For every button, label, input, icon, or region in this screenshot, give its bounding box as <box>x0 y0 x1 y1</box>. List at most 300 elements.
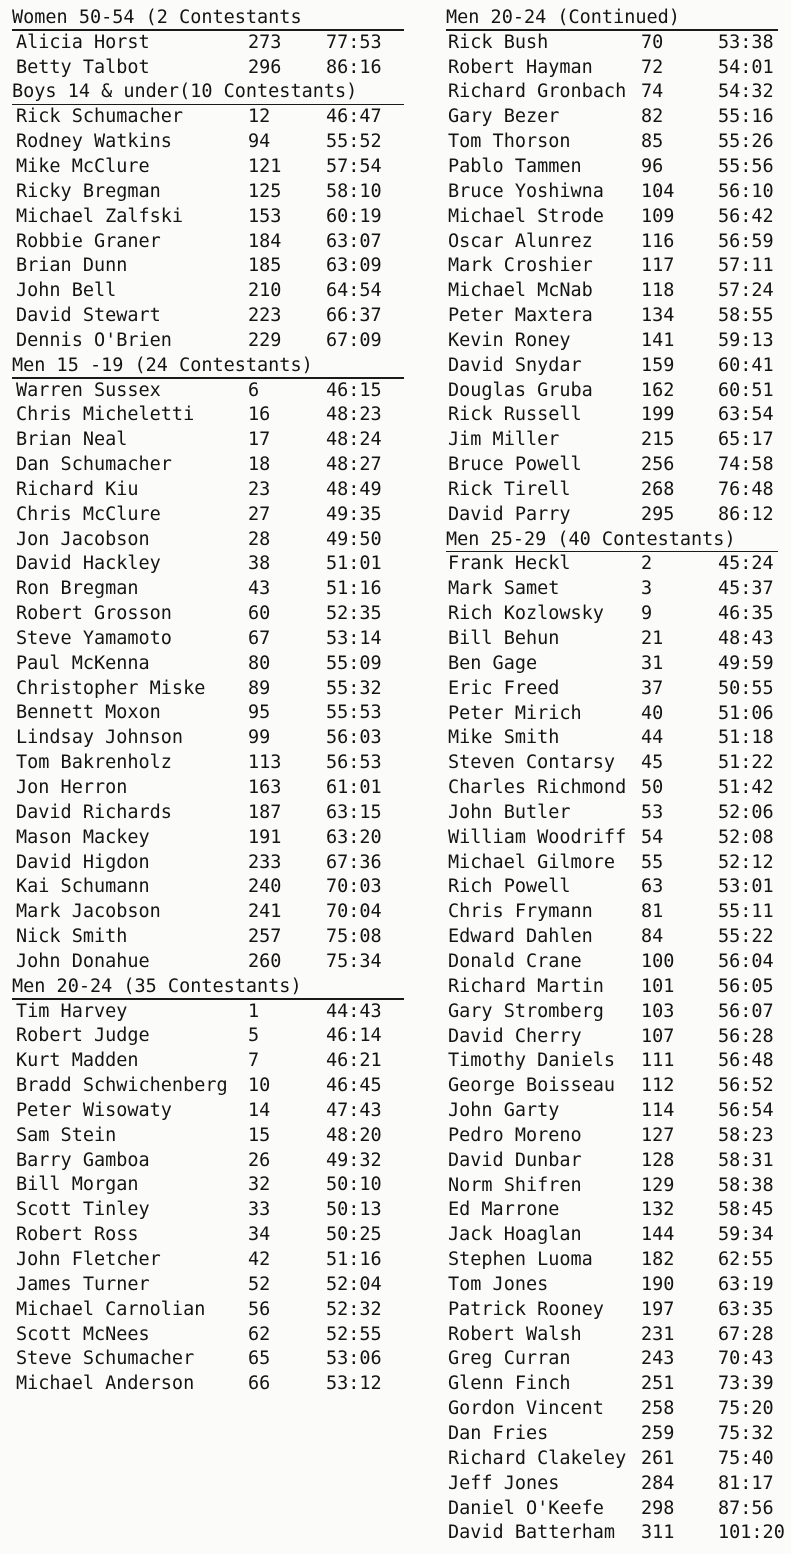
finish-time: 62:55 <box>718 1249 774 1271</box>
overall-place: 99 <box>248 727 271 749</box>
overall-place: 95 <box>248 702 271 724</box>
finish-time: 51:22 <box>718 752 774 774</box>
overall-place: 114 <box>641 1100 675 1122</box>
division-title: Men 25-29 (40 Contestants) <box>446 528 736 550</box>
overall-place: 53 <box>641 801 664 823</box>
runner-name: David Richards <box>16 801 172 823</box>
result-row <box>446 1025 790 1050</box>
finish-time: 44:43 <box>326 1000 382 1022</box>
runner-name: Rick Russell <box>448 404 582 426</box>
overall-place: 2 <box>641 553 653 575</box>
result-row <box>446 1422 790 1447</box>
finish-time: 56:59 <box>718 230 774 252</box>
finish-time: 73:39 <box>718 1373 774 1395</box>
result-row <box>446 1347 790 1372</box>
overall-place: 31 <box>641 652 664 674</box>
finish-time: 75:32 <box>718 1423 774 1444</box>
result-row <box>446 379 790 404</box>
runner-name: Christopher Miske <box>16 677 206 699</box>
overall-place: 258 <box>641 1398 675 1420</box>
finish-time: 74:58 <box>718 454 774 476</box>
runner-name: David Cherry <box>448 1025 582 1047</box>
runner-name: Greg Curran <box>448 1348 571 1370</box>
runner-name: John Donahue <box>16 950 150 972</box>
result-row <box>446 677 790 702</box>
result-row <box>12 602 412 627</box>
runner-name: Norm Shifren <box>448 1174 582 1196</box>
overall-place: 210 <box>248 280 282 302</box>
result-row <box>12 677 412 702</box>
finish-time: 46:15 <box>326 379 382 401</box>
finish-time: 75:08 <box>326 926 382 948</box>
result-row <box>446 1149 790 1174</box>
runner-name: Jeff Jones <box>448 1472 560 1494</box>
result-row <box>446 602 790 627</box>
runner-name: Mason Mackey <box>16 826 150 848</box>
result-row <box>12 403 412 428</box>
overall-place: 103 <box>641 1000 675 1022</box>
result-row <box>12 1124 412 1149</box>
result-row <box>446 776 790 801</box>
division-section <box>446 528 790 1547</box>
overall-place: 10 <box>248 1075 271 1097</box>
overall-place: 229 <box>248 329 282 351</box>
runner-name: Kevin Roney <box>448 329 571 351</box>
finish-time: 48:27 <box>326 454 382 476</box>
finish-time: 55:16 <box>718 106 774 128</box>
runner-name: Rick Schumacher <box>16 106 184 128</box>
runner-name: William Woodriff <box>448 826 627 848</box>
runner-name: Timothy Daniels <box>448 1050 616 1072</box>
finish-time: 56:10 <box>718 180 774 202</box>
result-row <box>446 105 790 130</box>
overall-place: 128 <box>641 1149 675 1171</box>
overall-place: 80 <box>248 652 271 674</box>
finish-time: 58:31 <box>718 1149 774 1171</box>
result-row <box>446 230 790 255</box>
overall-place: 3 <box>641 578 653 600</box>
overall-place: 223 <box>248 305 282 327</box>
overall-place: 27 <box>248 503 271 525</box>
overall-place: 184 <box>248 230 282 252</box>
overall-place: 257 <box>248 926 282 948</box>
result-row <box>446 31 790 56</box>
finish-time: 67:28 <box>718 1323 774 1345</box>
overall-place: 65 <box>248 1348 271 1370</box>
runner-name: Michael Zalfski <box>16 205 184 227</box>
runner-name: Richard Martin <box>448 975 604 997</box>
runner-name: Ron Bregman <box>16 578 139 600</box>
result-row <box>12 503 412 528</box>
finish-time: 46:14 <box>326 1025 382 1047</box>
finish-time: 81:17 <box>718 1472 774 1494</box>
finish-time: 56:54 <box>718 1100 774 1122</box>
finish-time: 51:16 <box>326 1249 382 1270</box>
runner-name: Tom Jones <box>448 1273 549 1295</box>
overall-place: 34 <box>248 1224 271 1246</box>
right-column <box>446 6 790 1546</box>
finish-time: 48:49 <box>326 478 382 500</box>
result-row <box>446 925 790 950</box>
runner-name: Peter Mirich <box>448 702 582 724</box>
finish-time: 51:06 <box>718 702 774 724</box>
runner-name: Bennett Moxon <box>16 702 161 724</box>
runner-name: Richard Clakeley <box>448 1447 627 1469</box>
overall-place: 26 <box>248 1149 271 1171</box>
runner-name: Kurt Madden <box>16 1050 139 1072</box>
finish-time: 50:55 <box>718 677 774 699</box>
runner-name: Mark Croshier <box>448 255 593 277</box>
result-row <box>12 652 412 677</box>
overall-place: 251 <box>641 1373 675 1395</box>
overall-place: 109 <box>641 205 675 227</box>
runner-name: Robert Hayman <box>448 56 593 78</box>
result-row <box>12 726 412 751</box>
result-row <box>12 31 412 56</box>
runner-name: Rich Kozlowsky <box>448 603 604 625</box>
finish-time: 63:07 <box>326 230 382 252</box>
finish-time: 60:51 <box>718 379 774 401</box>
finish-time: 87:56 <box>718 1497 774 1519</box>
finish-time: 52:08 <box>718 826 774 848</box>
division-title: Women 50-54 (2 Contestants <box>12 7 302 28</box>
result-row <box>12 329 412 354</box>
finish-time: 52:32 <box>326 1298 382 1320</box>
result-row <box>446 1124 790 1149</box>
overall-place: 125 <box>248 180 282 202</box>
division-header <box>446 6 790 31</box>
overall-place: 243 <box>641 1348 675 1370</box>
overall-place: 101 <box>641 975 675 997</box>
overall-place: 111 <box>641 1050 675 1072</box>
runner-name: Tom Bakrenholz <box>16 752 172 774</box>
finish-time: 54:32 <box>718 81 774 103</box>
finish-time: 58:55 <box>718 305 774 327</box>
runner-name: Donald Crane <box>448 950 582 972</box>
result-row <box>446 652 790 677</box>
overall-place: 182 <box>641 1249 675 1271</box>
result-row <box>12 1074 412 1099</box>
finish-time: 86:12 <box>718 503 774 525</box>
runner-name: Charles Richmond <box>448 777 627 799</box>
runner-name: Sam Stein <box>16 1124 117 1146</box>
runner-name: James Turner <box>16 1273 150 1295</box>
overall-place: 56 <box>248 1298 271 1320</box>
runner-name: Stephen Luoma <box>448 1249 593 1271</box>
finish-time: 55:52 <box>326 131 382 153</box>
result-row <box>12 577 412 602</box>
result-row <box>446 56 790 81</box>
result-row <box>446 577 790 602</box>
overall-place: 72 <box>641 56 664 78</box>
runner-name: Rodney Watkins <box>16 131 172 153</box>
runner-name: Michael McNab <box>448 280 593 302</box>
division-title: Men 15 -19 (24 Contestants) <box>12 354 313 376</box>
finish-time: 63:35 <box>718 1298 774 1320</box>
overall-place: 67 <box>248 627 271 649</box>
overall-place: 70 <box>641 31 664 53</box>
overall-place: 74 <box>641 81 664 103</box>
overall-place: 104 <box>641 180 675 202</box>
overall-place: 191 <box>248 826 282 848</box>
result-row <box>446 1447 790 1472</box>
runner-name: Jon Herron <box>16 777 128 799</box>
runner-name: David Dunbar <box>448 1149 582 1171</box>
overall-place: 60 <box>248 603 271 625</box>
result-row <box>12 155 412 180</box>
runner-name: Dennis O'Brien <box>16 329 172 351</box>
overall-place: 132 <box>641 1199 675 1221</box>
result-row <box>12 1099 412 1124</box>
division-header <box>446 528 790 553</box>
result-row <box>446 1198 790 1223</box>
result-row <box>446 453 790 478</box>
finish-time: 56:28 <box>718 1025 774 1047</box>
runner-name: Mark Jacobson <box>16 901 161 923</box>
overall-place: 159 <box>641 354 675 376</box>
result-row <box>446 478 790 503</box>
runner-name: David Hackley <box>16 553 161 575</box>
overall-place: 215 <box>641 429 675 451</box>
finish-time: 56:05 <box>718 975 774 997</box>
result-row <box>446 1174 790 1199</box>
finish-time: 63:20 <box>326 826 382 848</box>
result-row <box>446 726 790 751</box>
runner-name: Gordon Vincent <box>448 1398 604 1420</box>
runner-name: Chris McClure <box>16 503 161 525</box>
result-row <box>446 403 790 428</box>
overall-place: 12 <box>248 106 271 128</box>
overall-place: 45 <box>641 752 664 774</box>
overall-place: 15 <box>248 1124 271 1146</box>
finish-time: 52:06 <box>718 801 774 823</box>
runner-name: Mike Smith <box>448 727 560 749</box>
overall-place: 94 <box>248 131 271 153</box>
finish-time: 59:34 <box>718 1224 774 1246</box>
result-row <box>12 1248 412 1273</box>
overall-place: 54 <box>641 826 664 848</box>
finish-time: 46:45 <box>326 1075 382 1097</box>
result-row <box>446 1049 790 1074</box>
overall-place: 311 <box>641 1522 675 1544</box>
finish-time: 52:12 <box>718 851 774 873</box>
result-row <box>446 503 790 528</box>
runner-name: Kai Schumann <box>16 876 150 898</box>
overall-place: 23 <box>248 478 271 500</box>
result-row <box>12 826 412 851</box>
finish-time: 51:18 <box>718 727 774 749</box>
result-row <box>446 1298 790 1323</box>
runner-name: Jim Miller <box>448 429 560 451</box>
result-row <box>446 1099 790 1124</box>
result-row <box>12 1347 412 1372</box>
runner-name: John Garty <box>448 1100 560 1122</box>
runner-name: Ed Marrone <box>448 1199 560 1221</box>
result-row <box>12 1173 412 1198</box>
result-row <box>12 1372 412 1397</box>
overall-place: 231 <box>641 1323 675 1345</box>
finish-time: 55:53 <box>326 702 382 724</box>
result-row <box>446 279 790 304</box>
overall-place: 185 <box>248 255 282 277</box>
overall-place: 96 <box>641 156 664 178</box>
runner-name: John Fletcher <box>16 1249 161 1270</box>
finish-time: 55:32 <box>326 677 382 699</box>
overall-place: 298 <box>641 1497 675 1519</box>
runner-name: David Snydar <box>448 354 582 376</box>
overall-place: 17 <box>248 429 271 451</box>
result-row <box>12 1298 412 1323</box>
runner-name: Richard Kiu <box>16 478 139 500</box>
runner-name: Dan Fries <box>448 1423 549 1444</box>
overall-place: 21 <box>641 628 664 649</box>
finish-time: 67:36 <box>326 851 382 873</box>
overall-place: 82 <box>641 106 664 128</box>
result-row <box>12 180 412 205</box>
result-row <box>446 80 790 105</box>
division-title: Men 20-24 (35 Contestants) <box>12 975 302 997</box>
finish-time: 55:09 <box>326 652 382 674</box>
overall-place: 28 <box>248 528 271 550</box>
finish-time: 49:50 <box>326 528 382 550</box>
overall-place: 81 <box>641 901 664 923</box>
finish-time: 56:53 <box>326 752 382 774</box>
runner-name: David Stewart <box>16 305 161 327</box>
finish-time: 66:37 <box>326 305 382 327</box>
division-section <box>12 80 412 353</box>
result-row <box>446 900 790 925</box>
result-row <box>12 205 412 230</box>
result-row <box>446 627 790 652</box>
finish-time: 48:20 <box>326 1124 382 1146</box>
result-row <box>12 1000 412 1025</box>
finish-time: 63:15 <box>326 801 382 823</box>
overall-place: 295 <box>641 503 675 525</box>
finish-time: 45:24 <box>718 553 774 575</box>
finish-time: 70:43 <box>718 1348 774 1370</box>
overall-place: 44 <box>641 727 664 749</box>
result-row <box>12 1149 412 1174</box>
result-row <box>12 552 412 577</box>
runner-name: Paul McKenna <box>16 652 150 674</box>
finish-time: 56:48 <box>718 1050 774 1072</box>
finish-time: 57:24 <box>718 280 774 302</box>
overall-place: 268 <box>641 478 675 500</box>
overall-place: 241 <box>248 901 282 923</box>
result-row <box>446 851 790 876</box>
overall-place: 162 <box>641 379 675 401</box>
overall-place: 62 <box>248 1323 271 1345</box>
result-row <box>12 279 412 304</box>
division-header <box>12 80 412 105</box>
runner-name: Patrick Rooney <box>448 1298 604 1320</box>
result-row <box>12 751 412 776</box>
runner-name: David Higdon <box>16 851 150 873</box>
finish-time: 56:07 <box>718 1000 774 1022</box>
finish-time: 51:16 <box>326 578 382 600</box>
result-row <box>12 478 412 503</box>
runner-name: Robert Ross <box>16 1224 139 1246</box>
overall-place: 112 <box>641 1075 675 1097</box>
overall-place: 5 <box>248 1025 260 1047</box>
runner-name: Lindsay Johnson <box>16 727 184 749</box>
division-header <box>12 354 412 379</box>
finish-time: 52:55 <box>326 1323 382 1345</box>
finish-time: 49:59 <box>718 652 774 674</box>
runner-name: Gary Stromberg <box>448 1000 604 1022</box>
overall-place: 118 <box>641 280 675 302</box>
runner-name: Alicia Horst <box>16 31 150 53</box>
runner-name: Chris Frymann <box>448 901 593 923</box>
runner-name: Robert Grosson <box>16 603 172 625</box>
overall-place: 37 <box>641 677 664 699</box>
runner-name: Michael Gilmore <box>448 851 616 873</box>
result-row <box>12 1273 412 1298</box>
result-row <box>446 702 790 727</box>
runner-name: George Boisseau <box>448 1075 616 1097</box>
result-row <box>446 254 790 279</box>
overall-place: 38 <box>248 553 271 575</box>
result-row <box>446 180 790 205</box>
runner-name: David Batterham <box>448 1522 616 1544</box>
result-row <box>12 304 412 329</box>
runner-name: Robert Walsh <box>448 1323 582 1345</box>
overall-place: 233 <box>248 851 282 873</box>
overall-place: 16 <box>248 404 271 426</box>
finish-time: 60:41 <box>718 354 774 376</box>
runner-name: Ricky Bregman <box>16 180 161 202</box>
division-header <box>12 6 412 31</box>
overall-place: 55 <box>641 851 664 873</box>
result-row <box>12 801 412 826</box>
result-row <box>12 1323 412 1348</box>
runner-name: Daniel O'Keefe <box>448 1497 604 1519</box>
overall-place: 84 <box>641 926 664 948</box>
runner-name: Bruce Yoshiwna <box>448 180 604 202</box>
overall-place: 42 <box>248 1249 271 1270</box>
overall-place: 7 <box>248 1050 260 1072</box>
overall-place: 163 <box>248 777 282 799</box>
runner-name: Michael Carnolian <box>16 1298 206 1320</box>
overall-place: 50 <box>641 777 664 799</box>
result-row <box>446 304 790 329</box>
runner-name: Bradd Schwichenberg <box>16 1075 228 1097</box>
finish-time: 56:04 <box>718 950 774 972</box>
finish-time: 59:13 <box>718 329 774 351</box>
finish-time: 52:35 <box>326 603 382 625</box>
finish-time: 56:03 <box>326 727 382 749</box>
result-row <box>12 1049 412 1074</box>
runner-name: Steven Contarsy <box>448 752 616 774</box>
finish-time: 58:23 <box>718 1124 774 1146</box>
result-row <box>446 801 790 826</box>
runner-name: Edward Dahlen <box>448 926 593 948</box>
runner-name: Rich Powell <box>448 876 571 898</box>
runner-name: David Parry <box>448 503 571 525</box>
overall-place: 256 <box>641 454 675 476</box>
division-header <box>12 975 412 1000</box>
result-row <box>446 205 790 230</box>
result-row <box>446 1323 790 1348</box>
finish-time: 50:25 <box>326 1224 382 1246</box>
runner-name: Oscar Alunrez <box>448 230 593 252</box>
result-row <box>446 975 790 1000</box>
finish-time: 46:47 <box>326 106 382 128</box>
result-row <box>12 105 412 130</box>
result-row <box>12 428 412 453</box>
runner-name: Brian Dunn <box>16 255 128 277</box>
overall-place: 14 <box>248 1099 271 1121</box>
